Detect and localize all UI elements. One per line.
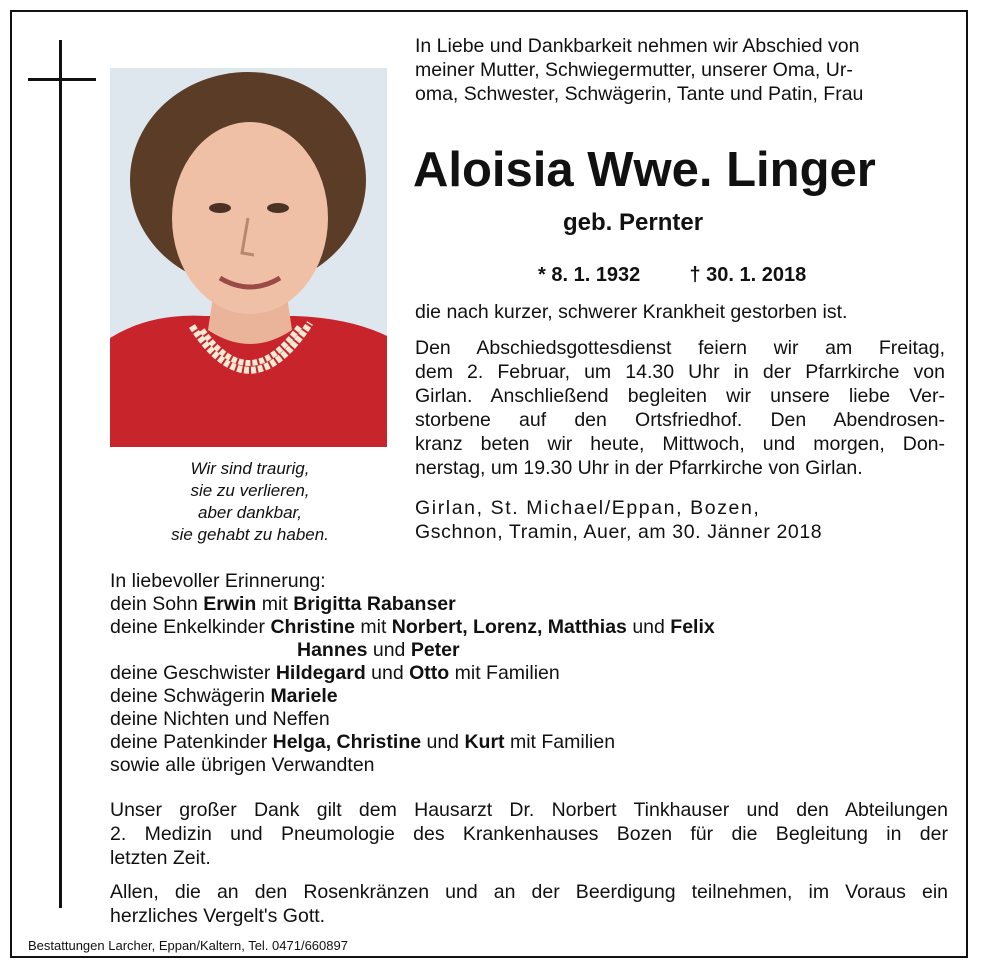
service-info (415, 336, 945, 480)
mourner-line: deine Schwägerin Mariele (110, 685, 338, 707)
mourner-line: deine Geschwister Hildegard und Otto mit Familien (110, 662, 560, 684)
thanks-line: 2. Medizin und Pneumologie des Krankenhauses Bozen für die Begleitung in der (110, 823, 948, 845)
portrait-photo (110, 68, 387, 447)
places-line: Girlan, St. Michael/Eppan, Bozen, (415, 497, 761, 519)
intro-text (415, 34, 935, 106)
death-statement: die nach kurzer, schwerer Krankheit gestorben ist. (415, 301, 848, 323)
cross-icon-bar (28, 78, 96, 81)
intro-line: meiner Mutter, Schwiegermutter, unserer Oma, Ur- (415, 59, 853, 81)
intro-line: oma, Schwester, Schwägerin, Tante und Patin, Frau (415, 83, 864, 105)
deceased-name: Aloisia Wwe. Linger (413, 143, 876, 197)
mourner-line: dein Sohn Erwin mit Brigitta Rabanser (110, 593, 456, 615)
mourner-line: deine Nichten und Neffen (110, 708, 330, 730)
quote-line: aber dankbar, (198, 503, 302, 522)
service-line: Den Abschiedsgottesdienst feiern wir am Freitag, (415, 337, 945, 359)
mourner-line: deine Patenkinder Helga, Christine und Kurt mit Familien (110, 731, 616, 753)
memorial-quote (130, 458, 370, 546)
thanks-line: letzten Zeit. (110, 847, 211, 869)
mourner-line: Hannes und Peter (297, 639, 460, 661)
intro-line: In Liebe und Dankbarkeit nehmen wir Abschied von (415, 35, 860, 57)
life-dates (538, 261, 806, 289)
thanks-line: Unser großer Dank gilt dem Hausarzt Dr. Norbert Tinkhauser und den Abteilungen (110, 799, 948, 821)
places-date (415, 496, 935, 544)
service-line: kranz beten wir heute, Mittwoch, und morgen, Don- (415, 433, 945, 455)
quote-line: sie gehabt zu haben. (171, 525, 329, 544)
places-line: Gschnon, Tramin, Auer, am 30. Jänner 2018 (415, 521, 823, 543)
quote-line: Wir sind traurig, (190, 459, 310, 478)
quote-line: sie zu verlieren, (190, 481, 310, 500)
death-date: † 30. 1. 2018 (689, 264, 807, 286)
service-line: nerstag, um 19.30 Uhr in der Pfarrkirche von Girlan. (415, 457, 863, 479)
mourners-heading: In liebevoller Erinnerung: (110, 570, 326, 592)
birth-date: * 8. 1. 1932 (538, 264, 641, 286)
service-line: dem 2. Februar, um 14.30 Uhr in der Pfarrkirche von (415, 361, 945, 383)
thanks-line: herzliches Vergelt's Gott. (110, 905, 326, 927)
mourner-line: sowie alle übrigen Verwandten (110, 754, 375, 776)
thanks-text-2 (110, 880, 948, 928)
birth-name: geb. Pernter (563, 209, 704, 236)
service-line: Girlan. Anschließend begleiten wir unsere liebe Ver- (415, 385, 945, 407)
mourners-list (110, 570, 870, 777)
service-line: storbene auf den Ortsfriedhof. Den Abendrosen- (415, 409, 945, 431)
funeral-home-footer: Bestattungen Larcher, Eppan/Kaltern, Tel. 0471/660897 (28, 938, 348, 953)
mourner-line: deine Enkelkinder Christine mit Norbert, Lorenz, Matthias und Felix (110, 616, 715, 638)
thanks-line: Allen, die an den Rosenkränzen und an der Beerdigung teilnehmen, im Voraus ein (110, 881, 948, 903)
cross-icon (59, 40, 62, 908)
thanks-text (110, 798, 948, 870)
